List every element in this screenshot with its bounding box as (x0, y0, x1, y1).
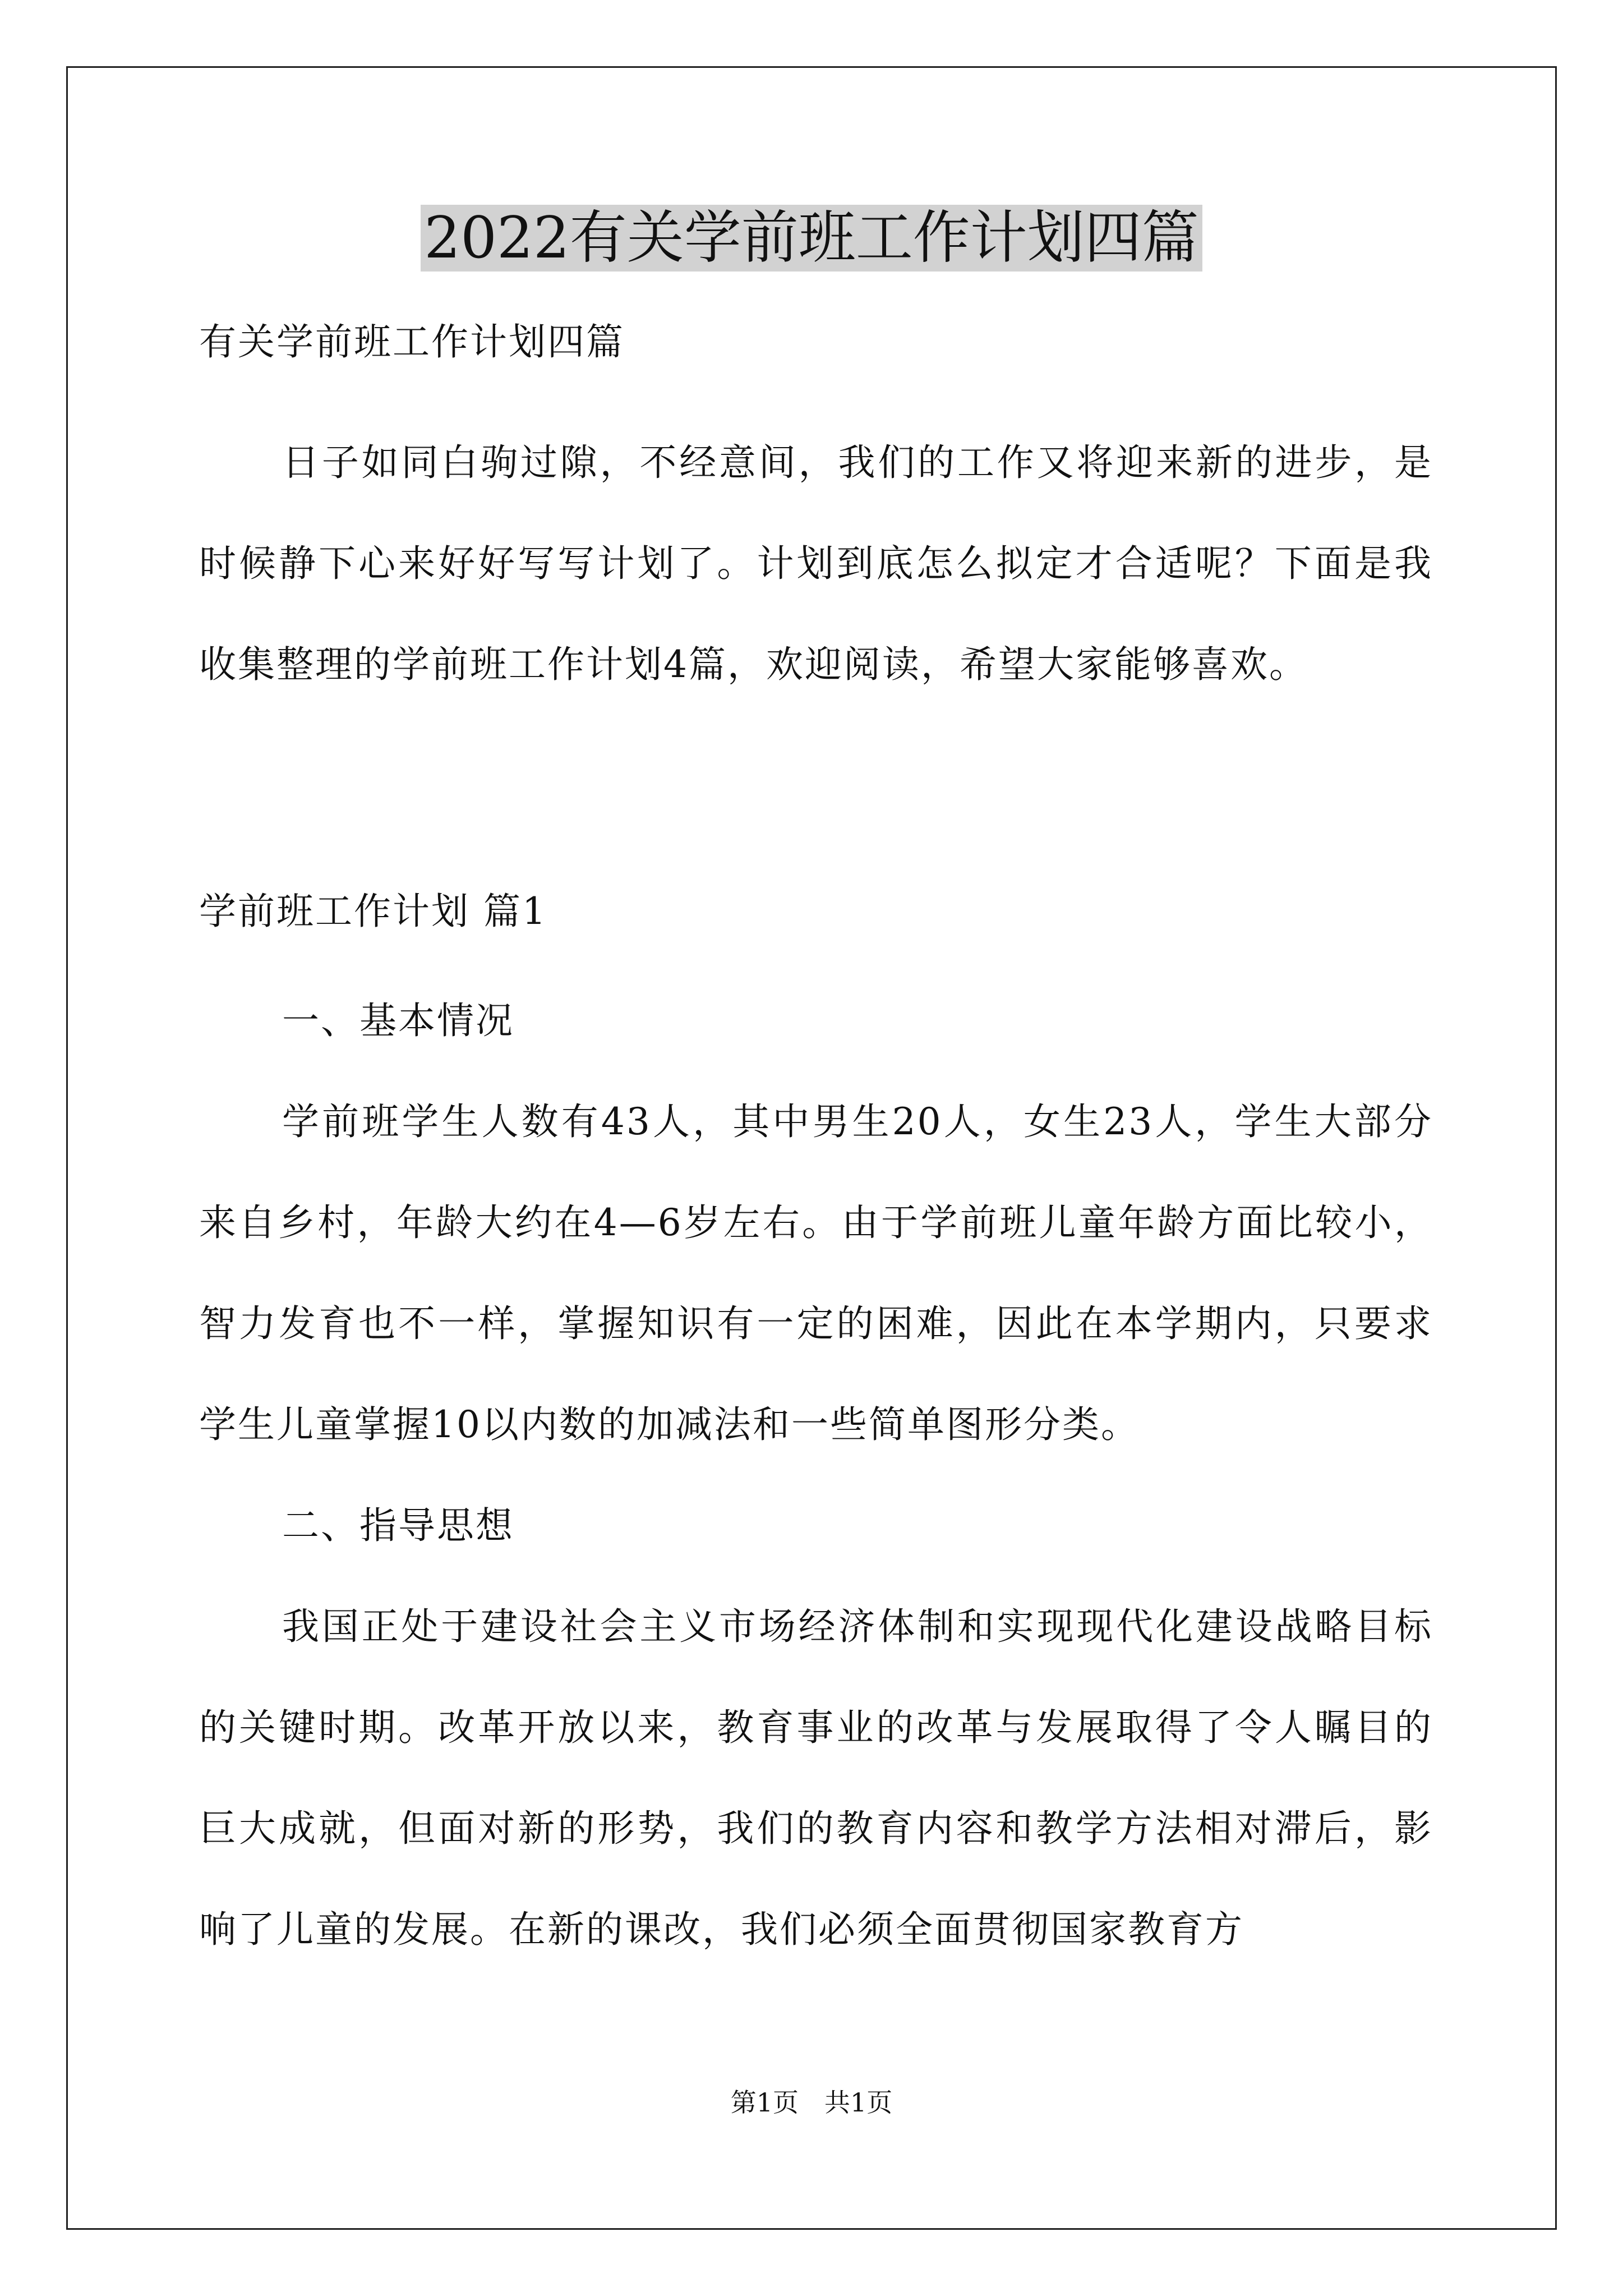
section-title: 学前班工作计划 篇1 (199, 890, 547, 933)
document-title (0, 199, 1623, 278)
heading-basic-situation: 一、基本情况 (282, 999, 514, 1042)
heading-guiding-ideology: 二、指导思想 (282, 1504, 514, 1547)
intro-paragraph: 日子如同白驹过隙，不经意间，我们的工作又将迎来新的进步，是时候静下心来好好写写计划了。计划到底怎么拟定才合适呢？下面是我收集整理的学前班工作计划4篇，欢迎阅读，希望大家能够喜欢。 (199, 441, 1433, 686)
body-paragraph-1: 学前班学生人数有43人，其中男生20人，女生23人，学生大部分来自乡村，年龄大约在4—6岁左右。由于学前班儿童年龄方面比较小，智力发育也不一样，掌握知识有一定的困难，因此在本学期内，只要求学生儿童掌握10以内数的加减法和一些简单图形分类。 (199, 1100, 1433, 1446)
page-footer: 第1页 共1页 (730, 2087, 893, 2118)
body-paragraph-2: 我国正处于建设社会主义市场经济体制和实现现代化建设战略目标的关键时期。改革开放以来，教育事业的改革与发展取得了令人瞩目的巨大成就，但面对新的形势，我们的教育内容和教学方法相对滞后，影响了儿童的发展。在新的课改，我们必须全面贯彻国家教育方 (199, 1605, 1433, 1951)
title-text: 2022有关学前班工作计划四篇 (421, 205, 1202, 272)
subtitle: 有关学前班工作计划四篇 (199, 320, 625, 364)
